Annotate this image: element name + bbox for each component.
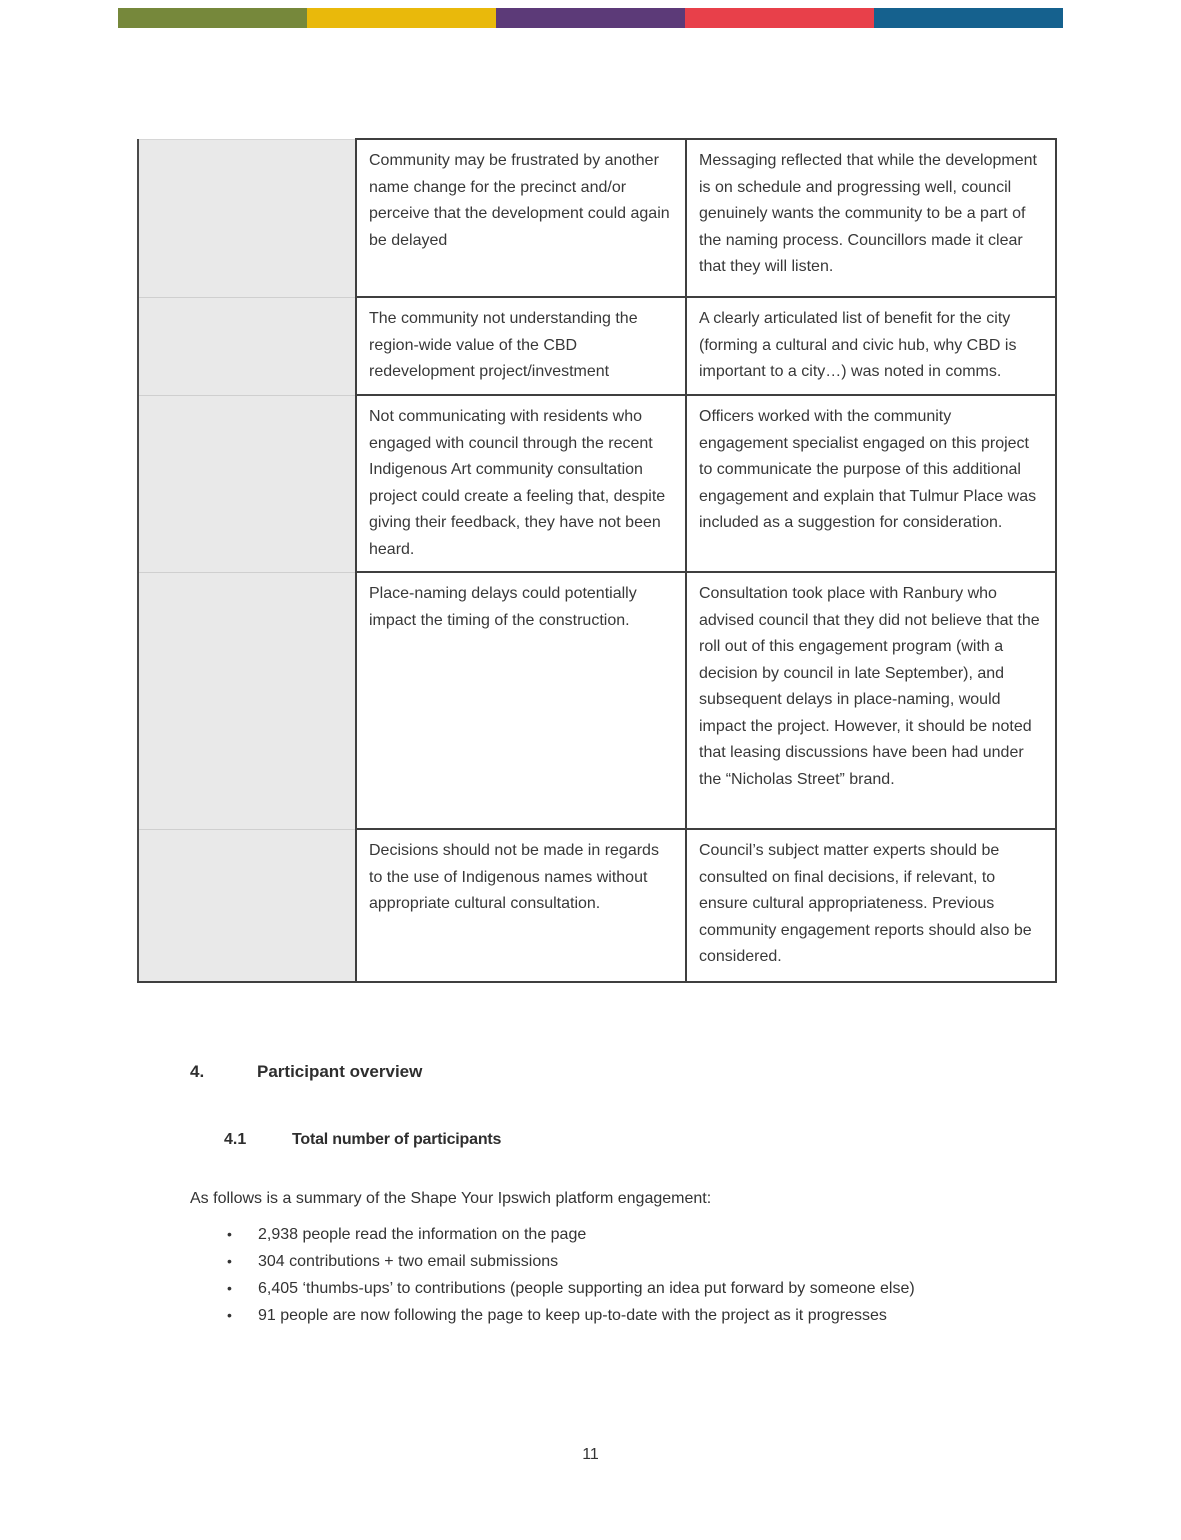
banner-segment-yellow [307, 8, 496, 28]
banner-segment-purple [496, 8, 685, 28]
section-heading [190, 1062, 422, 1082]
risk-cell: Community may be frustrated by another name change for the precinct and/or perceive that the development could again be delayed [356, 139, 686, 297]
table-row [138, 395, 1056, 572]
bullet-text: 6,405 ‘thumbs-ups’ to contributions (people supporting an idea put forward by someone else) [258, 1280, 915, 1297]
brand-color-banner [118, 8, 1063, 28]
table-row [138, 572, 1056, 829]
table-row [138, 297, 1056, 395]
subsection-heading [224, 1131, 501, 1149]
risk-cell: Not communicating with residents who engaged with council through the recent Indigenous Art community consultation project could create a feeling that, despite giving their feedback, they have not been heard. [356, 395, 686, 572]
section-title: Participant overview [257, 1062, 423, 1081]
risk-cell: Decisions should not be made in regards to the use of Indigenous names without appropriate cultural consultation. [356, 829, 686, 982]
mitigation-cell: Council’s subject matter experts should be consulted on final decisions, if relevant, to ensure cultural appropriateness. Previous community engagement reports should also be considered. [686, 829, 1056, 982]
bullet-list [225, 1221, 985, 1329]
bullet-item [225, 1275, 985, 1302]
bullet-marker: • [227, 1226, 232, 1242]
mitigation-cell: A clearly articulated list of benefit for the city (forming a cultural and civic hub, why CBD is important to a city…) was noted in comms. [686, 297, 1056, 395]
page-number: 11 [582, 1446, 599, 1463]
bullet-marker: • [227, 1280, 232, 1296]
banner-segment-olive [118, 8, 307, 28]
mitigation-cell: Consultation took place with Ranbury who advised council that they did not believe that the roll out of this engagement program (with a decision by council in late September), and subsequent delays in place-naming, would impact the project. However, it should be noted that leasing discussions have been had under the “Nicholas Street” brand. [686, 572, 1056, 829]
category-cell [138, 297, 356, 395]
bullet-item [225, 1302, 985, 1329]
banner-segment-red [685, 8, 874, 28]
section-number: 4. [190, 1062, 205, 1081]
risk-cell: Place-naming delays could potentially impact the timing of the construction. [356, 572, 686, 829]
mitigation-cell: Officers worked with the community engagement specialist engaged on this project to communicate the purpose of this additional engagement and explain that Tulmur Place was included as a suggestion for consideration. [686, 395, 1056, 572]
category-cell [138, 829, 356, 982]
bullet-marker: • [227, 1307, 232, 1323]
bullet-text: 91 people are now following the page to keep up-to-date with the project as it progresses [258, 1307, 887, 1324]
table-row [138, 139, 1056, 297]
intro-paragraph: As follows is a summary of the Shape Your Ipswich platform engagement: [190, 1190, 712, 1207]
bullet-item [225, 1221, 985, 1248]
category-cell [138, 139, 356, 297]
bullet-item [225, 1248, 985, 1275]
risk-mitigation-table [137, 138, 1057, 983]
subsection-title: Total number of participants [292, 1131, 502, 1148]
category-cell [138, 395, 356, 572]
risk-cell: The community not understanding the region-wide value of the CBD redevelopment project/investment [356, 297, 686, 395]
category-cell [138, 572, 356, 829]
table-row [138, 829, 1056, 982]
bullet-text: 2,938 people read the information on the page [258, 1226, 587, 1243]
subsection-number: 4.1 [224, 1131, 247, 1148]
banner-segment-blue [874, 8, 1063, 28]
mitigation-cell: Messaging reflected that while the development is on schedule and progressing well, council genuinely wants the community to be a part of the naming process. Councillors made it clear that they will listen. [686, 139, 1056, 297]
bullet-marker: • [227, 1253, 232, 1269]
bullet-text: 304 contributions + two email submissions [258, 1253, 559, 1270]
